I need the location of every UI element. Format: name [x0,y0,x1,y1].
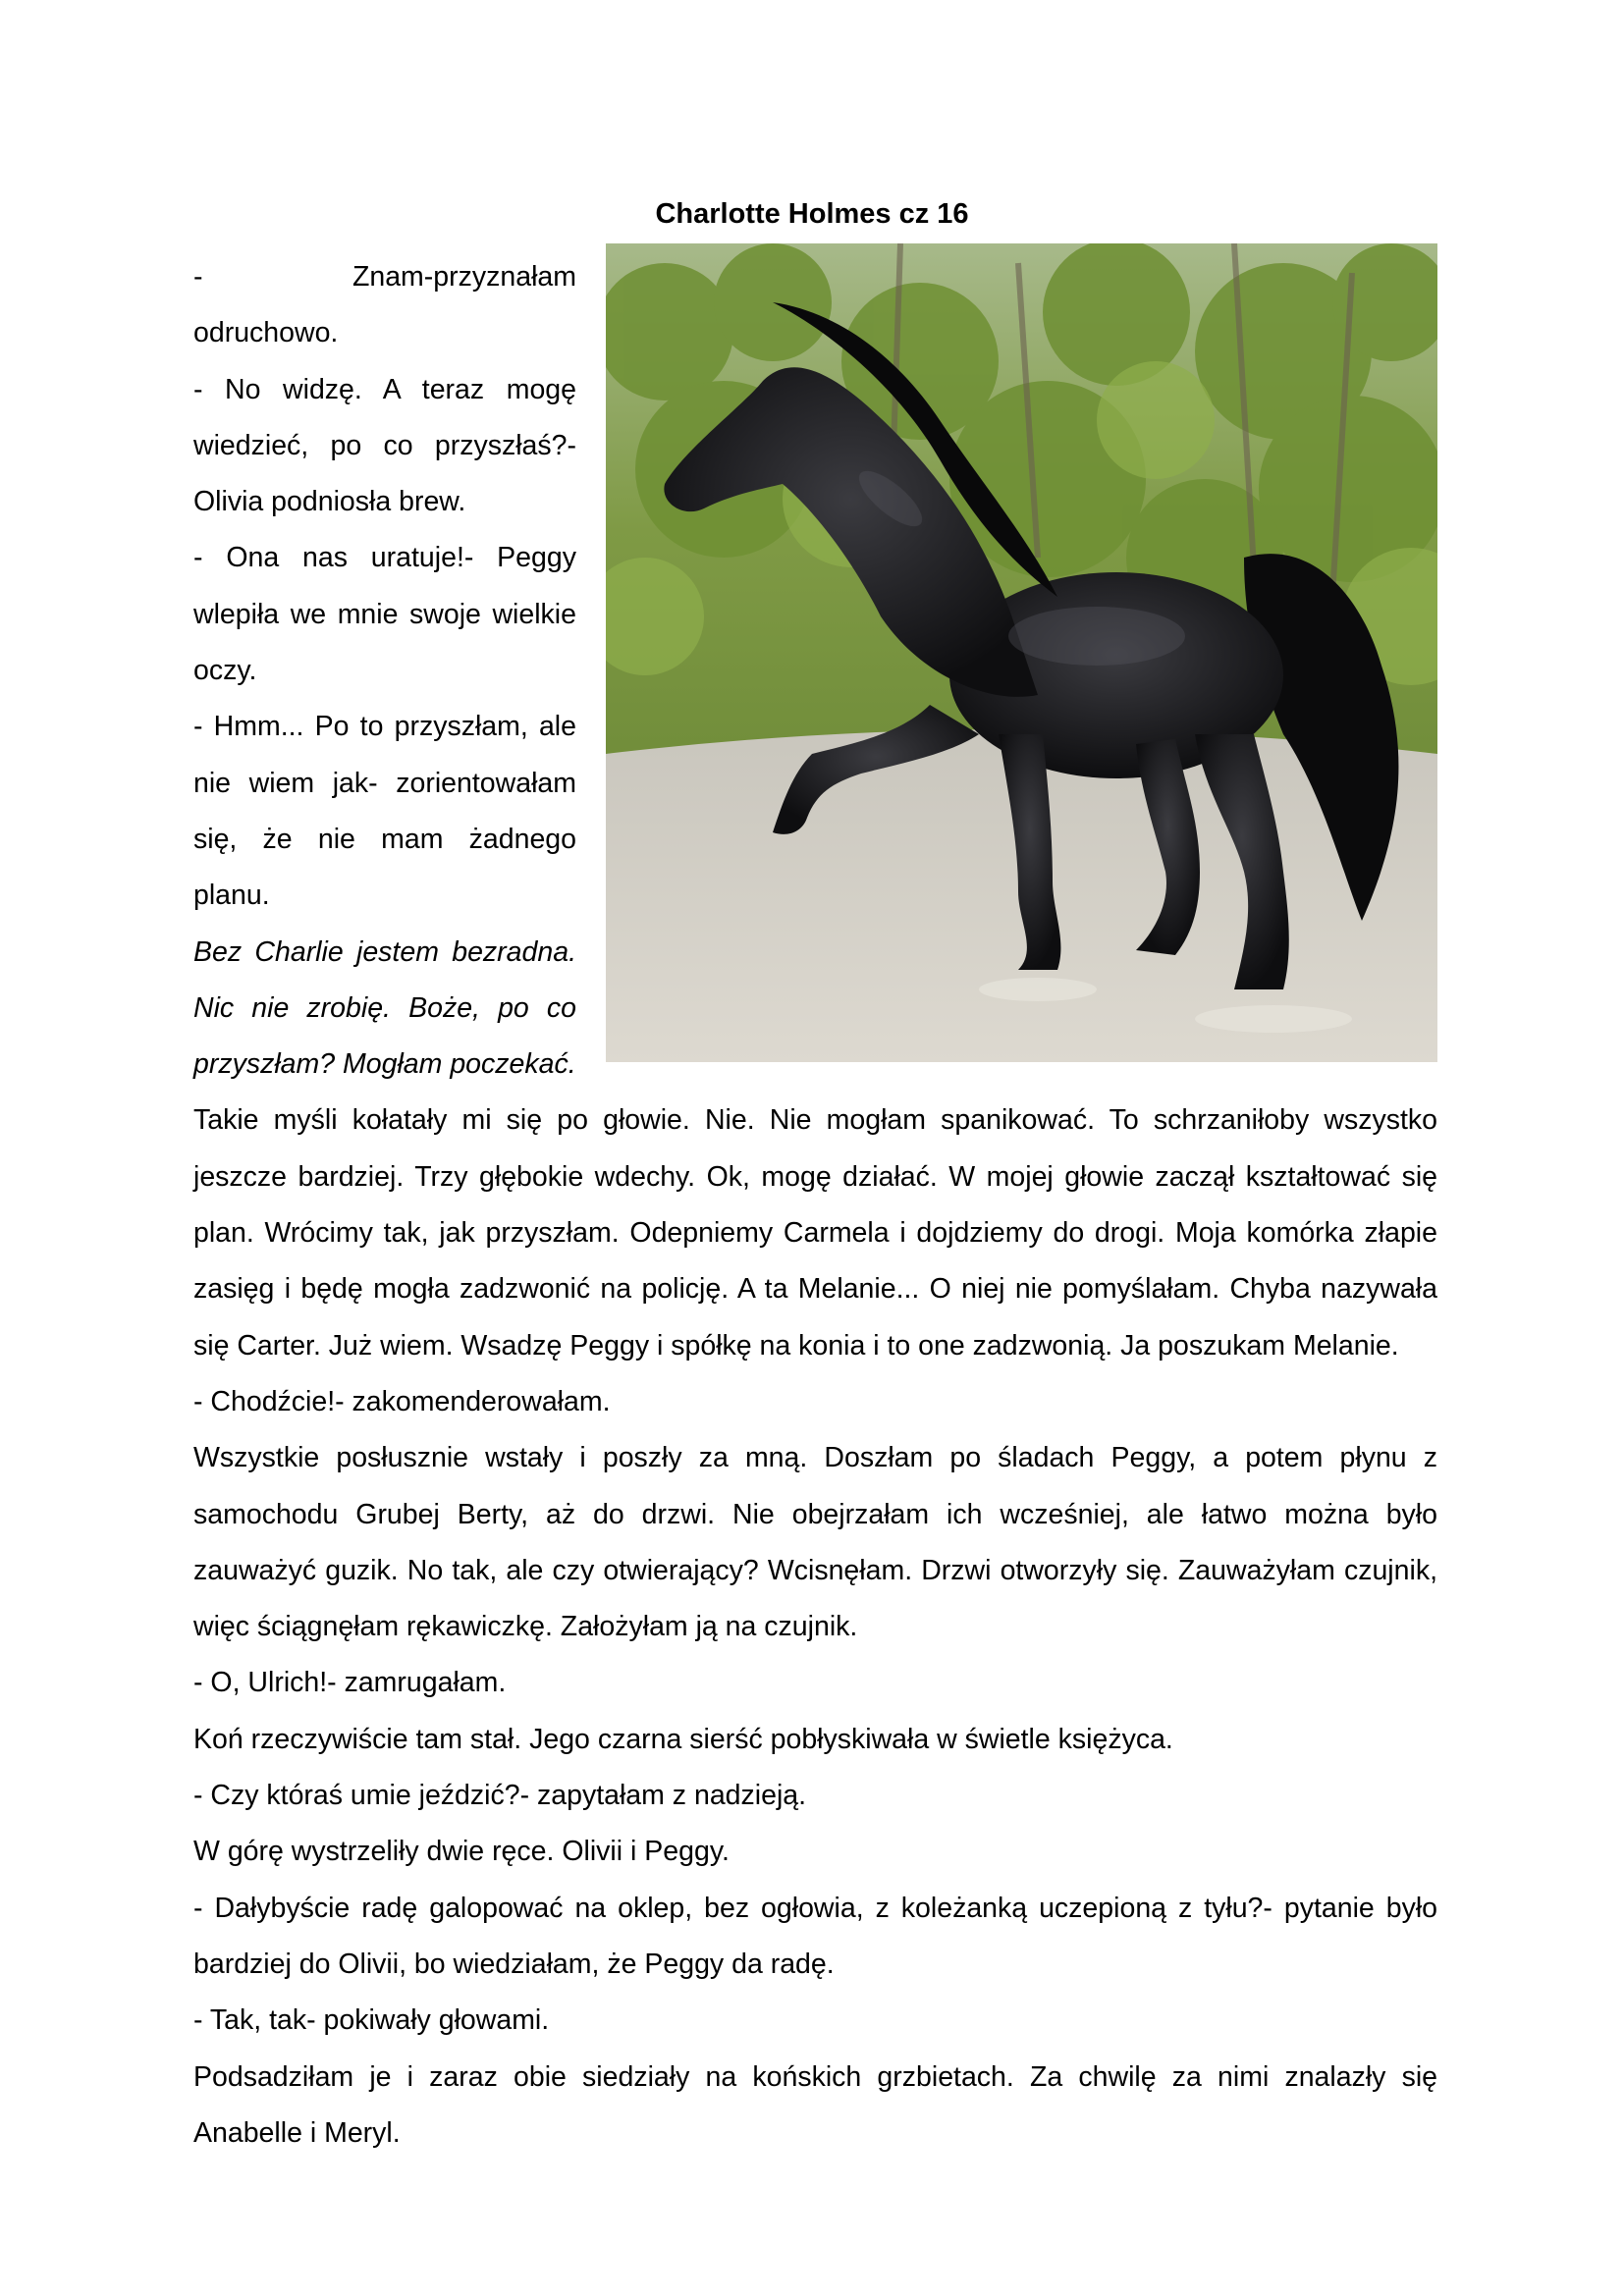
document-body [193,249,1437,2162]
paragraph-italic: Bez Charlie jestem bezradna. Nic nie zrobię. Boże, po co przyszłam? Mogłam poczekać. [193,935,576,1081]
paragraph: - Znam-przyznałam odruchowo. [193,261,576,349]
paragraph: - Chodźcie!- zakomenderowałam. [193,1385,611,1417]
paragraph: - Czy któraś umie jeździć?- zapytałam z nadzieją. [193,1780,807,1812]
page-title: Charlotte Holmes cz 16 [655,198,969,230]
paragraph: W górę wystrzeliły dwie ręce. Olivii i Peggy. [193,1836,730,1868]
paragraph: Wszystkie posłusznie wstały i poszły za mną. Doszłam po śladach Peggy, a potem płynu z samochodu Grubej Berty, aż do drzwi. Nie obejrzałam ich wcześniej, ale łatwo można było zauważyć guzik. No tak, ale czy otwierający? Wcisnęłam. Drzwi otworzyły się. Zauważyłam czujnik, więc ściągnęłam rękawiczkę. Założyłam ją na czujnik. [193,1442,1437,1643]
horse-photo [606,243,1437,1062]
paragraph: Podsadziłam je i zaraz obie siedziały na końskich grzbietach. Za chwilę za nimi znalazły się Anabelle i Meryl. [193,2060,1437,2149]
paragraph: Koń rzeczywiście tam stał. Jego czarna sierść pobłyskiwała w świetle księżyca. [193,1723,1173,1755]
paragraph: - Hmm... Po to przyszłam, ale nie wiem jak- zorientowałam się, że nie mam żadnego planu. [193,711,576,912]
paragraph: Takie myśli kołatały mi się po głowie. Nie. Nie mogłam spanikować. To schrzaniłoby wszystko jeszcze bardziej. Trzy głębokie wdechy. Ok, mogę działać. W mojej głowie zaczął kształtować się plan. Wrócimy tak, jak przyszłam. Odepniemy Carmela i dojdziemy do drogi. Moja komórka złapie zasięg i będę mogła zadzwonić na policję. A ta Melanie... O niej nie pomyślałam. Chyba nazywała się Carter. Już wiem. Wsadzę Peggy i spółkę na konia i to one zadzwonią. Ja poszukam Melanie. [193,1104,1437,1362]
paragraph: - Dałybyście radę galopować na oklep, bez ogłowia, z koleżanką uczepioną z tyłu?- pytanie było bardziej do Olivii, bo wiedziałam, że Peggy da radę. [193,1892,1437,1980]
paragraph: - O, Ulrich!- zamrugałam. [193,1667,507,1699]
paragraph: - No widzę. A teraz mogę wiedzieć, po co przyszłaś?- Olivia podniosła brew. [193,373,576,518]
horse-photo-icon [606,243,1437,1062]
paragraph: - Tak, tak- pokiwały głowami. [193,2004,550,2037]
paragraph: - Ona nas uratuje!- Peggy wlepiła we mnie swoje wielkie oczy. [193,542,576,687]
